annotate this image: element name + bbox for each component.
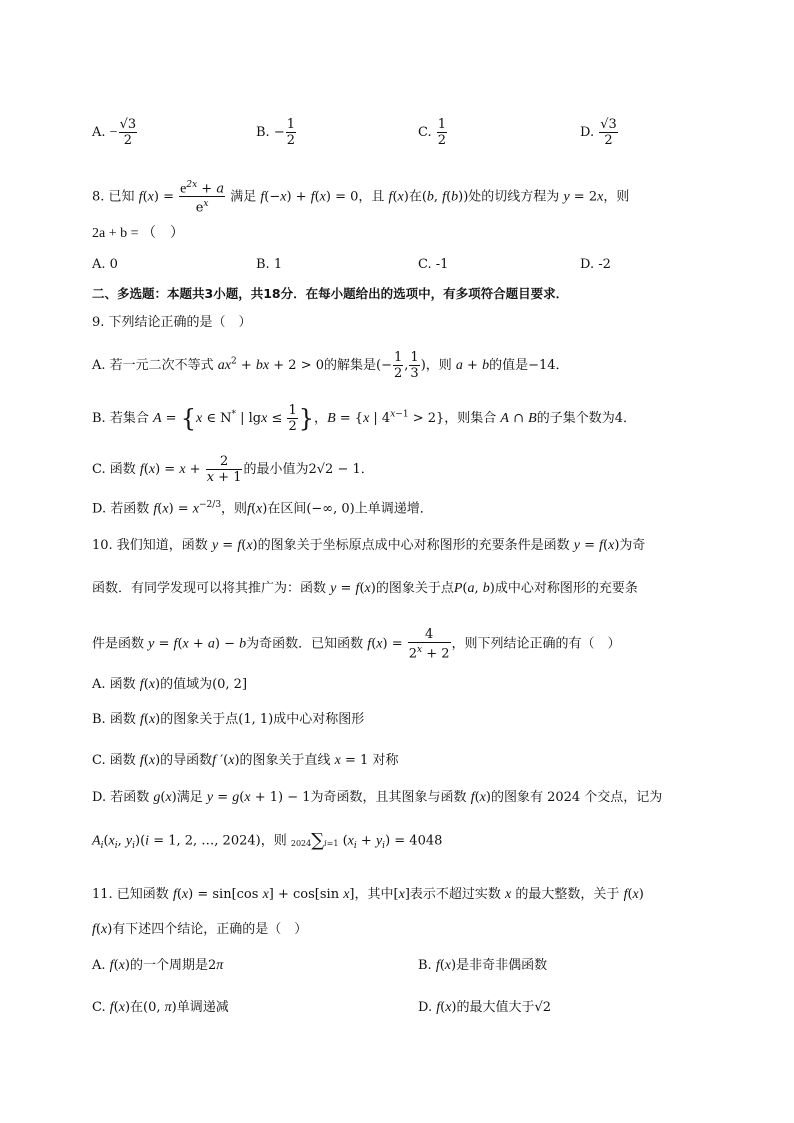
q7-option-b: B. − $\frac{1}{2}$ bbox=[256, 117, 296, 148]
option-value: −14 bbox=[528, 358, 556, 373]
q10-option-a: A. 函数 f(x)的值域为(0, 2] bbox=[92, 677, 248, 692]
q10-line3: 件是函数 y = f(x + a) − b为奇函数．已知函数 f(x) = $\frac{4}{2^x + 2}$ ，则下列结论正确的有（ ） bbox=[92, 627, 621, 662]
stem-text: 的最大整数，关于 bbox=[515, 887, 620, 902]
option-label: C. bbox=[92, 1000, 106, 1015]
q7-option-a: A. − $\frac{√3}{2}$ bbox=[92, 117, 137, 148]
option-label: A. bbox=[92, 125, 106, 140]
stem-text: ，且 bbox=[358, 189, 385, 205]
q11-line1: 11. 已知函数 f(x) = sin[cos x] + cos[sin x]，其中[x]表示不超过实数 x 的最大整数，关于 f(x) bbox=[92, 887, 644, 902]
fraction: $\frac{√3}{2}$ bbox=[119, 117, 137, 148]
option-text: C. -1 bbox=[418, 257, 449, 272]
q9-option-d: D. 若函数 $f(x) = x^{-2/3}$，则f(x)在区间(−∞, 0)上单调递增． bbox=[92, 500, 433, 517]
option-text: 上单调递增 bbox=[354, 501, 420, 517]
option-label: D. bbox=[418, 1000, 433, 1015]
option-label: B. bbox=[418, 958, 432, 973]
option-text: 的最小值为 bbox=[243, 462, 309, 477]
q8-option-a bbox=[92, 256, 118, 274]
stem-text: 11. 已知函数 bbox=[92, 887, 169, 902]
option-text: C. 函数 bbox=[92, 753, 136, 768]
option-text: D. -2 bbox=[580, 257, 611, 272]
option-text: 在区间 bbox=[267, 501, 307, 517]
option-text: A. 若一元二次不等式 bbox=[92, 358, 214, 373]
option-text: A. 0 bbox=[92, 257, 118, 272]
q11-line2: f(x)有下述四个结论，正确的是（ ） bbox=[92, 922, 308, 937]
q10-option-b: B. 函数 f(x)的图象关于点(1, 1)成中心对称图形 bbox=[92, 712, 365, 727]
q7-option-d bbox=[580, 117, 619, 148]
q11-option-a: A. f(x)的一个周期是2π bbox=[92, 958, 224, 973]
section-heading: 二、多选题：本题共3小题，共18分．在每小题给出的选项中，有多项符合题目要求． bbox=[92, 286, 569, 301]
option-text: D. 若函数 bbox=[92, 790, 150, 805]
q10-option-d: D. 若函数 g(x)满足 y = g(x + 1) − 1为奇函数，且其图象与函数 f(x)的图象有 2024 个交点，记为 bbox=[92, 790, 663, 805]
q8-option-d bbox=[580, 256, 611, 274]
fraction: $\frac{1}{2}$ bbox=[288, 403, 297, 434]
stem-text: ，则下列结论正确的有（ ） bbox=[451, 636, 621, 652]
q8-option-c bbox=[418, 256, 448, 274]
q7-option-c bbox=[418, 117, 448, 148]
q8-ask bbox=[92, 225, 184, 243]
q11-option-b: B. f(x)是非奇非偶函数 bbox=[418, 958, 548, 973]
option-text: 为奇函数，且其图象与函数 bbox=[310, 790, 467, 805]
option-value: 4 bbox=[614, 411, 624, 426]
option-text: 在 bbox=[130, 1000, 144, 1015]
option-text: ，则集合 bbox=[444, 411, 497, 426]
fraction: $\frac{4}{2^x + 2}$ bbox=[408, 627, 450, 662]
option-text: 满足 bbox=[176, 790, 203, 805]
option-text: 成中心对称图形 bbox=[273, 712, 365, 727]
q9-option-c: C. 函数 f(x) = x + $\frac{2}{x + 1}$ 的最小值为2√2 − 1． bbox=[92, 454, 374, 485]
option-text: 是非奇非偶函数 bbox=[456, 958, 548, 973]
summation-symbol: 2024∑i=1 bbox=[290, 830, 339, 851]
fraction: $\frac{2}{x + 1}$ bbox=[206, 454, 242, 485]
stem-text: 为奇函数．已知函数 bbox=[246, 636, 364, 652]
stem-text: 10. 我们知道，函数 bbox=[92, 538, 208, 553]
q10-line1: 10. 我们知道，函数 y = f(x)的图象关于坐标原点成中心对称图形的充要条件是函数 y = f(x)为奇 bbox=[92, 538, 646, 553]
stem-text: 表示不超过实数 bbox=[409, 887, 501, 902]
option-text: 单调递减 bbox=[176, 1000, 229, 1015]
q10-option-c: C. 函数 f(x)的导函数f ′(x)的图象关于直线 x = 1 对称 bbox=[92, 753, 399, 768]
q9-stem: 9. 下列结论正确的是（ ） bbox=[92, 315, 252, 330]
q8-stem: 8. 已知 f(x) = $\frac{e^{2x} + a}{e^x}$ 满足 f(−x) + f(x) = 0，且 f(x)在(b, f(b))处的切线方程为 y = 2x，则 bbox=[92, 180, 630, 216]
stem-text: 为奇 bbox=[619, 538, 646, 553]
option-label: A. bbox=[92, 958, 106, 973]
fraction: $\frac{1}{2}$ bbox=[286, 117, 296, 148]
option-text: B. 函数 bbox=[92, 712, 136, 727]
option-value: 2√2 − 1 bbox=[308, 462, 361, 477]
option-text: 的图象有 2024 个交点，记为 bbox=[490, 790, 663, 805]
option-label: B. bbox=[256, 125, 270, 140]
fraction: $\frac{1}{2}$ bbox=[437, 117, 447, 148]
option-label: C. bbox=[418, 125, 432, 140]
option-text: 的导函数 bbox=[160, 753, 213, 768]
stem-text: 的图象关于坐标原点成中心对称图形的充要条件是函数 bbox=[257, 538, 570, 553]
stem-text: 件是函数 bbox=[92, 636, 145, 652]
option-text: ，则 bbox=[260, 833, 287, 849]
q11-option-d: D. f(x)的最大值大于√2 bbox=[418, 1000, 552, 1015]
stem-text: 的图象关于点 bbox=[375, 581, 454, 596]
option-text: ，则 bbox=[221, 501, 248, 517]
option-text: C. 函数 bbox=[92, 462, 136, 477]
option-text: D. 若函数 bbox=[92, 501, 150, 517]
stem-text: 有下述四个结论，正确的是（ ） bbox=[112, 922, 308, 937]
q11-option-c: C. f(x)在(0, π)单调递减 bbox=[92, 1000, 229, 1015]
q9-option-b: B. 若集合 A = {x ∈ N* | lgx ≤ $\frac{1}{2}$ }，B = {x | $4^{x-1} > 2$}，则集合 A ∩ B的子集个数为4． bbox=[92, 403, 637, 434]
stem-text: 满足 bbox=[230, 189, 257, 205]
option-text: 的值域为 bbox=[160, 677, 213, 692]
fraction: $\frac{e^{2x} + a}{e^x}$ bbox=[180, 180, 225, 216]
q10-line2: 函数．有同学发现可以将其推广为：函数 y = f(x)的图象关于点P(a, b)成中心对称图形的充要条 bbox=[92, 581, 638, 596]
fraction: $\frac{1}{3}$ bbox=[410, 350, 419, 381]
stem-text: ，其中 bbox=[354, 887, 394, 902]
option-text: B. 1 bbox=[256, 257, 283, 272]
option-text: 的值是 bbox=[489, 358, 529, 373]
option-text: 的子集个数为 bbox=[536, 411, 615, 426]
option-label: D. bbox=[580, 125, 595, 140]
fraction: $\frac{1}{2}$ bbox=[393, 350, 403, 381]
option-text: = 4048 bbox=[394, 833, 443, 849]
stem-text: 成中心对称图形的充要条 bbox=[494, 581, 638, 596]
stem-text: 函数．有同学发现可以将其推广为：函数 bbox=[92, 581, 327, 596]
question-number: 8. bbox=[92, 189, 105, 205]
option-text: B. 若集合 bbox=[92, 411, 149, 426]
option-text: 的图象关于直线 bbox=[239, 753, 331, 768]
option-text: 对称 bbox=[372, 753, 399, 768]
fraction: $\frac{√3}{2}$ bbox=[600, 117, 617, 148]
option-text: ，则 bbox=[425, 358, 452, 373]
stem-text: 在 bbox=[408, 189, 422, 205]
q10-option-d-cont: $A_i(x_i$, $y_i)(i = 1$, 2, …, 2024)，则 2024∑i=1 $(x_i + y_i) = 4048$ bbox=[92, 830, 443, 852]
option-text: 的一个周期是 bbox=[129, 958, 208, 973]
option-text: A. 函数 bbox=[92, 677, 136, 692]
stem-text: ，则 bbox=[603, 189, 630, 205]
stem-text: 已知 bbox=[108, 189, 135, 205]
stem-text: 处的切线方程为 bbox=[468, 189, 560, 205]
q8-option-b bbox=[256, 256, 282, 274]
option-text: 的解集是 bbox=[324, 358, 377, 373]
q9-option-a: A. 若一元二次不等式 $ax^2$ + bx + 2 > 0的解集是(− $\frac{1}{2}$ , $\frac{1}{3}$ )，则 a + b的值是−14． bbox=[92, 350, 569, 381]
option-text: 的图象关于点 bbox=[160, 712, 239, 727]
option-text: 的最大值大于 bbox=[456, 1000, 535, 1015]
stem-text: 2a + b = （ ） bbox=[92, 226, 185, 241]
